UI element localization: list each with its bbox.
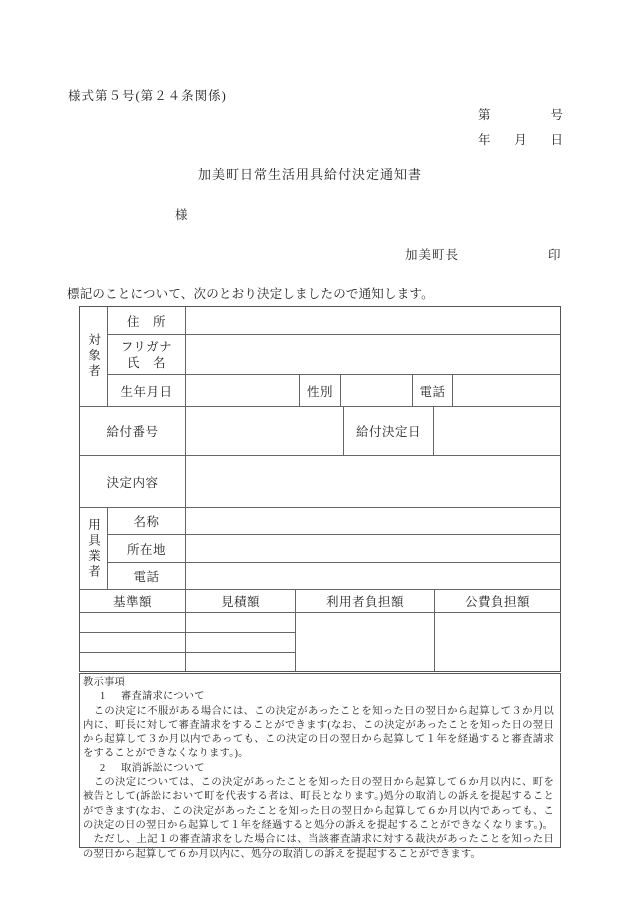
issuer-name: 加美町長 xyxy=(405,248,460,262)
date-line xyxy=(478,130,563,148)
grant-number-value-cell xyxy=(186,407,344,455)
standard-amount-column xyxy=(80,613,186,671)
notice-item-2-body: この決定については、この決定があったことを知った日の翌日から起算して６か月以内に、町を被告として(訴訟において町を代表する者は、町長となります。)処分の取消しの訴えを提起することができます(なお、この決定があったことを知った日の翌日から起算して６か月以内であっても、この決定の日の翌日から起算して１年を経過すると処分の訴えを提起することができなくなります。)。 xyxy=(83,777,554,831)
estimate-amount-header: 見積額 xyxy=(186,590,296,612)
notice-item-2-title xyxy=(100,762,554,776)
public-share-header: 公費負担額 xyxy=(464,595,530,609)
furigana-label: フリガナ xyxy=(120,339,173,354)
amounts-header-row xyxy=(80,590,560,613)
vendor-location-value-cell xyxy=(186,535,560,562)
notice-item-1-body: この決定に不服がある場合には、この決定があったことを知った日の翌日から起算して３か月以内に、町長に対して審査請求をすることができます(なお、この決定があったことを知った日の翌日から起算して３か月以内であっても、この決定の日の翌日から起算して１年を経過すると審査請求をすることができなくなります。)。 xyxy=(83,705,554,760)
intro-sentence: 標記のことについて、次のとおり決定しましたので通知します。 xyxy=(67,287,434,301)
estimate-amount-cell-2 xyxy=(186,633,295,653)
vendor-section xyxy=(80,508,560,590)
vendor-location-row xyxy=(108,535,560,563)
vendor-name-label: 名称 xyxy=(108,508,186,534)
amounts-body xyxy=(80,613,560,671)
grant-number-label: 給付番号 xyxy=(80,407,186,455)
form-reference: 様式第５号(第２４条関係) xyxy=(68,89,227,103)
gender-label: 性別 xyxy=(300,375,341,406)
address-row xyxy=(108,307,560,335)
vendor-phone-row xyxy=(108,563,560,589)
notice-item-2-title-text: 取消訴訟について xyxy=(121,762,205,774)
address-value-cell xyxy=(186,307,560,334)
date-day-label: 日 xyxy=(550,133,563,147)
vendor-location-label: 所在地 xyxy=(108,535,186,562)
vendor-name-row xyxy=(108,508,560,535)
furigana-name-value-cell xyxy=(186,335,560,374)
birthdate-row xyxy=(108,375,560,406)
notice-box xyxy=(79,673,561,860)
grant-number-row xyxy=(80,407,560,456)
addressee-sama: 様 xyxy=(175,208,188,222)
vendor-group-label: 用具業者 xyxy=(80,508,108,589)
date-year-label: 年 xyxy=(478,133,491,147)
doc-number-suffix: 号 xyxy=(550,108,563,122)
grant-decision-date-value-cell xyxy=(434,407,560,455)
estimate-amount-cell-1 xyxy=(186,613,295,633)
standard-amount-cell-3 xyxy=(80,653,185,671)
decision-content-label: 決定内容 xyxy=(80,456,186,507)
notice-heading: 教示事項 xyxy=(83,677,125,688)
furigana-name-label xyxy=(108,335,186,374)
doc-number-prefix: 第 xyxy=(478,108,491,122)
standard-amount-cell-2 xyxy=(80,633,185,653)
public-share-value-cell xyxy=(435,613,560,671)
seal-mark: 印 xyxy=(548,248,561,262)
decision-content-row xyxy=(80,456,560,508)
decision-content-value-cell xyxy=(186,456,560,507)
standard-amount-header: 基準額 xyxy=(80,590,186,612)
date-month-label: 月 xyxy=(514,133,527,147)
name-row xyxy=(108,335,560,375)
main-form-table xyxy=(79,306,561,672)
estimate-amount-column xyxy=(186,613,296,671)
vendor-name-value-cell xyxy=(186,508,560,534)
document-title: 加美町日常生活用具給付決定通知書 xyxy=(197,167,422,182)
notice-item-2-note: ただし、上記１の審査請求をした場合には、当該審査請求に対する裁決があったことを知った日の翌日から起算して６か月以内に、処分の取消しの訴えを提起することができます。 xyxy=(83,834,554,860)
user-share-value-cell xyxy=(296,613,435,671)
target-phone-label: 電話 xyxy=(413,375,453,406)
vendor-phone-label: 電話 xyxy=(108,563,186,589)
document-number-line xyxy=(478,105,563,123)
gender-value-cell xyxy=(341,375,413,406)
standard-amount-cell-1 xyxy=(80,613,185,633)
birthdate-value-cell xyxy=(186,375,300,406)
target-person-group-label: 対象者 xyxy=(80,307,108,406)
notice-item-1-title xyxy=(100,690,554,704)
vendor-phone-value-cell xyxy=(186,563,560,589)
birthdate-label: 生年月日 xyxy=(108,375,186,406)
target-phone-value-cell xyxy=(453,375,560,406)
notice-item-1-number: 1 xyxy=(100,691,106,703)
notice-item-2-number: 2 xyxy=(100,762,106,774)
address-label: 住 所 xyxy=(108,307,186,334)
notice-item-1-title-text: 審査請求について xyxy=(121,691,205,703)
target-person-section xyxy=(80,307,560,407)
name-label: 氏 名 xyxy=(126,355,166,370)
user-share-header: 利用者負担額 xyxy=(296,590,435,612)
grant-decision-date-label: 給付決定日 xyxy=(344,407,434,455)
estimate-amount-cell-3 xyxy=(186,653,295,671)
